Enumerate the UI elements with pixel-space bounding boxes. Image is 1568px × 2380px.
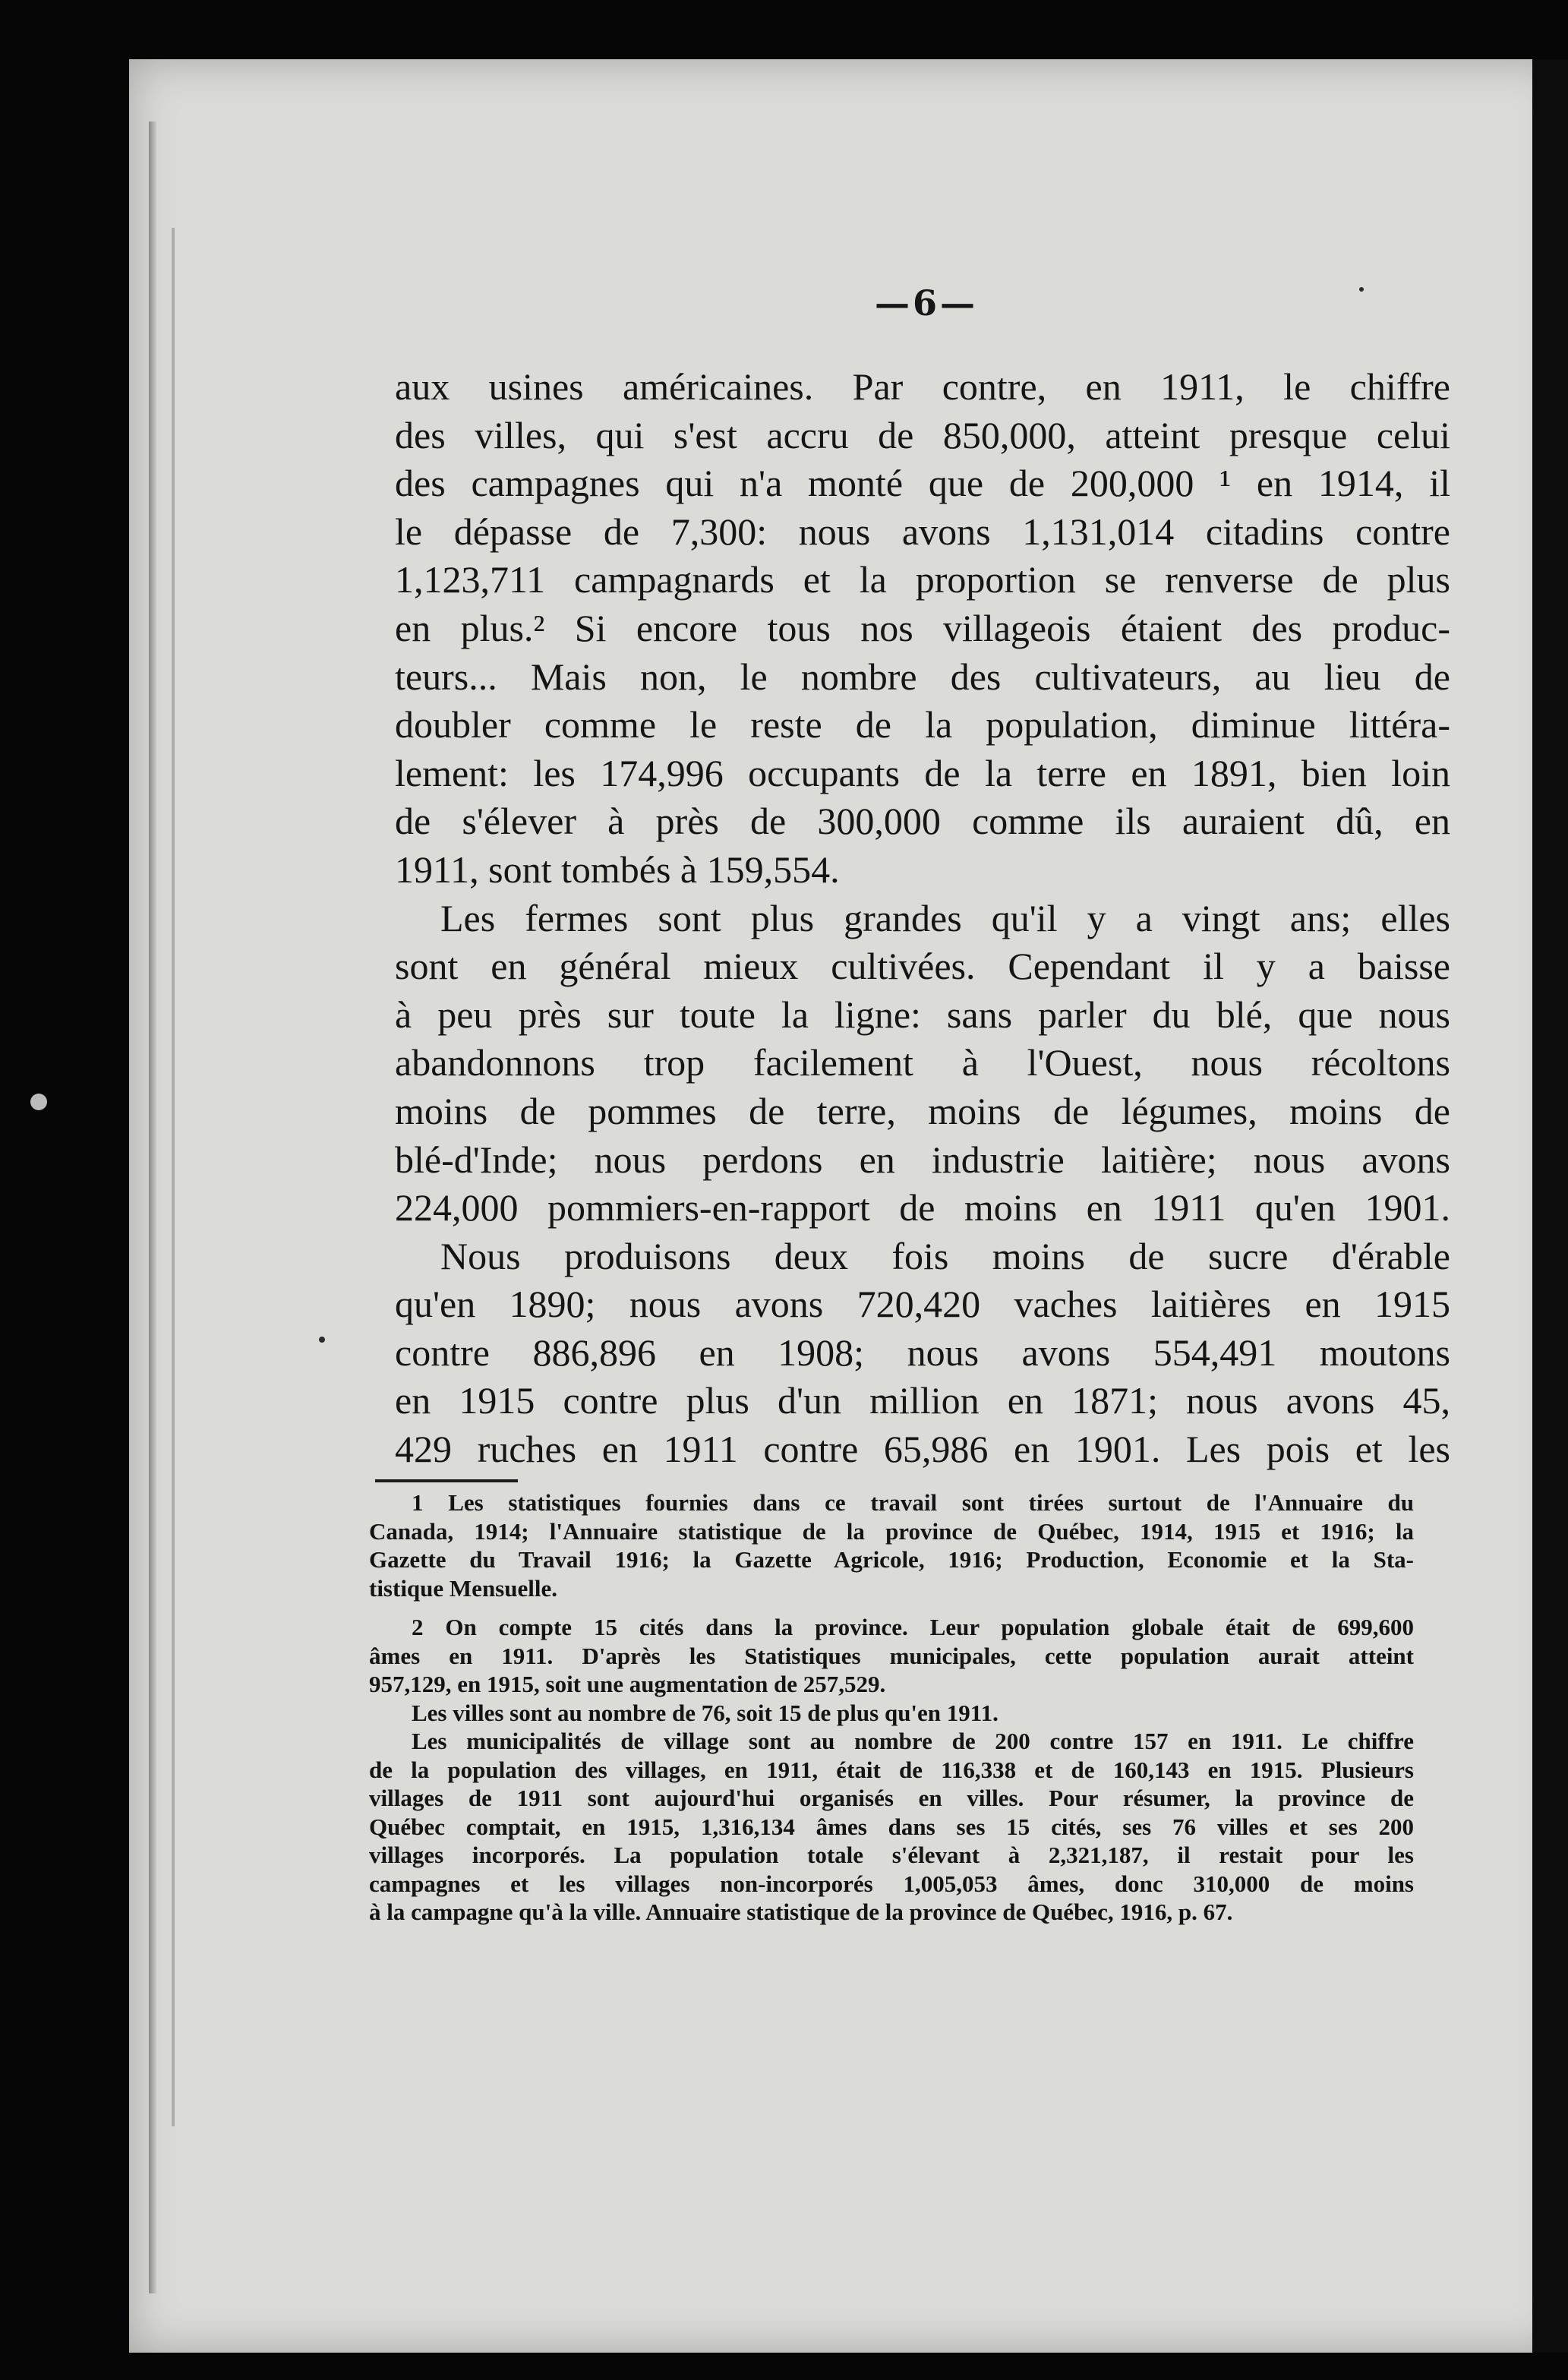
- text-line: moins de pommes de terre, moins de légumes, moins de: [395, 1089, 1450, 1132]
- text-line: doubler comme le reste de la population, diminue littéra-: [395, 703, 1450, 747]
- footnote-line: de la population des villages, en 1911, était de 116,338 et de 160,143 en 1915. Plusieurs: [369, 1756, 1414, 1783]
- text-line: 1911, sont tombés à 159,554.: [395, 848, 840, 891]
- text-line: 1,123,711 campagnards et la proportion se renverse de plus: [395, 558, 1450, 601]
- footnote-line: tistique Mensuelle.: [369, 1574, 557, 1602]
- text-line: teurs... Mais non, le nombre des cultivateurs, au lieu de: [395, 655, 1450, 698]
- text-line: des campagnes qui n'a monté que de 200,000 ¹ en 1914, il: [395, 462, 1450, 505]
- footnote-line: âmes en 1911. D'après les Statistiques municipales, cette population aurait atteint: [369, 1642, 1414, 1669]
- text-line: contre 886,896 en 1908; nous avons 554,491 moutons: [395, 1330, 1450, 1374]
- text-line: le dépasse de 7,300: nous avons 1,131,014 citadins contre: [395, 510, 1450, 553]
- footnote-line: Québec comptait, en 1915, 1,316,134 âmes dans ses 15 cités, ses 76 villes et ses 200: [369, 1813, 1414, 1840]
- footnote-line: 1 Les statistiques fournies dans ce travail sont tirées surtout de l'Annuaire du: [412, 1489, 1414, 1516]
- footnote-line: Gazette du Travail 1916; la Gazette Agricole, 1916; Production, Economie et la Sta-: [369, 1546, 1414, 1573]
- text-line: en plus.² Si encore tous nos villageois étaient des produc-: [395, 606, 1450, 649]
- footnote-line: 2 On compte 15 cités dans la province. Leur population globale était de 699,600: [412, 1614, 1414, 1640]
- footnote-line: Canada, 1914; l'Annuaire statistique de la province de Québec, 1914, 1915 et 1916; la: [369, 1517, 1414, 1545]
- text-line: 224,000 pommiers-en-rapport de moins en 1911 qu'en 1901.: [395, 1186, 1450, 1229]
- page-number: —6—: [874, 283, 978, 324]
- footnote-line: Les municipalités de village sont au nombre de 200 contre 157 en 1911. Le chiffre: [412, 1728, 1414, 1754]
- text-line: qu'en 1890; nous avons 720,420 vaches laitières en 1915: [395, 1283, 1450, 1326]
- page-binding-shadow: [149, 122, 156, 2293]
- footnote-line: Les villes sont au nombre de 76, soit 15 de plus qu'en 1911.: [412, 1699, 999, 1726]
- footnote-line: à la campagne qu'à la ville. Annuaire statistique de la province de Québec, 1916, p. 67.: [369, 1899, 1233, 1925]
- text-line: abandonnons trop facilement à l'Ouest, nous récoltons: [395, 1041, 1450, 1084]
- footnote-line: campagnes et les villages non-incorporés 1,005,053 âmes, donc 310,000 de moins: [369, 1870, 1414, 1897]
- scan-border-right: [1532, 59, 1568, 2353]
- scan-speck: [1359, 287, 1364, 292]
- text-line: lement: les 174,996 occupants de la terre en 1891, bien loin: [395, 751, 1450, 794]
- main-text: [395, 363, 1450, 1474]
- text-line: Nous produisons deux fois moins de sucre d'érable: [440, 1234, 1450, 1277]
- text-line: de s'élever à près de 300,000 comme ils auraient dû, en: [395, 800, 1450, 843]
- footnote-line: villages incorporés. La population totale s'élevant à 2,321,187, il restait pour les: [369, 1842, 1414, 1868]
- text-line: sont en général mieux cultivées. Cependant il y a baisse: [395, 945, 1450, 988]
- text-line: blé-d'Inde; nous perdons en industrie laitière; nous avons: [395, 1138, 1450, 1181]
- footnote-gap: [369, 1602, 1414, 1613]
- text-line: 429 ruches en 1911 contre 65,986 en 1901. Les pois et les: [395, 1428, 1450, 1471]
- page-fold-line: [172, 228, 175, 2126]
- footnotes: [369, 1488, 1414, 1927]
- footnote-separator: [375, 1479, 518, 1482]
- text-line: aux usines américaines. Par contre, en 1911, le chiffre: [395, 365, 1450, 408]
- scan-speck: [319, 1337, 325, 1343]
- text-line: en 1915 contre plus d'un million en 1871; nous avons 45,: [395, 1379, 1450, 1422]
- scan-speck: [30, 1094, 47, 1110]
- text-line: des villes, qui s'est accru de 850,000, atteint presque celui: [395, 413, 1450, 456]
- text-line: à peu près sur toute la ligne: sans parler du blé, que nous: [395, 993, 1450, 1036]
- footnote-line: 957,129, en 1915, soit une augmentation de 257,529.: [369, 1671, 886, 1697]
- footnote-line: villages de 1911 sont aujourd'hui organisés en villes. Pour résumer, la province de: [369, 1785, 1414, 1811]
- text-line: Les fermes sont plus grandes qu'il y a vingt ans; elles: [440, 896, 1450, 939]
